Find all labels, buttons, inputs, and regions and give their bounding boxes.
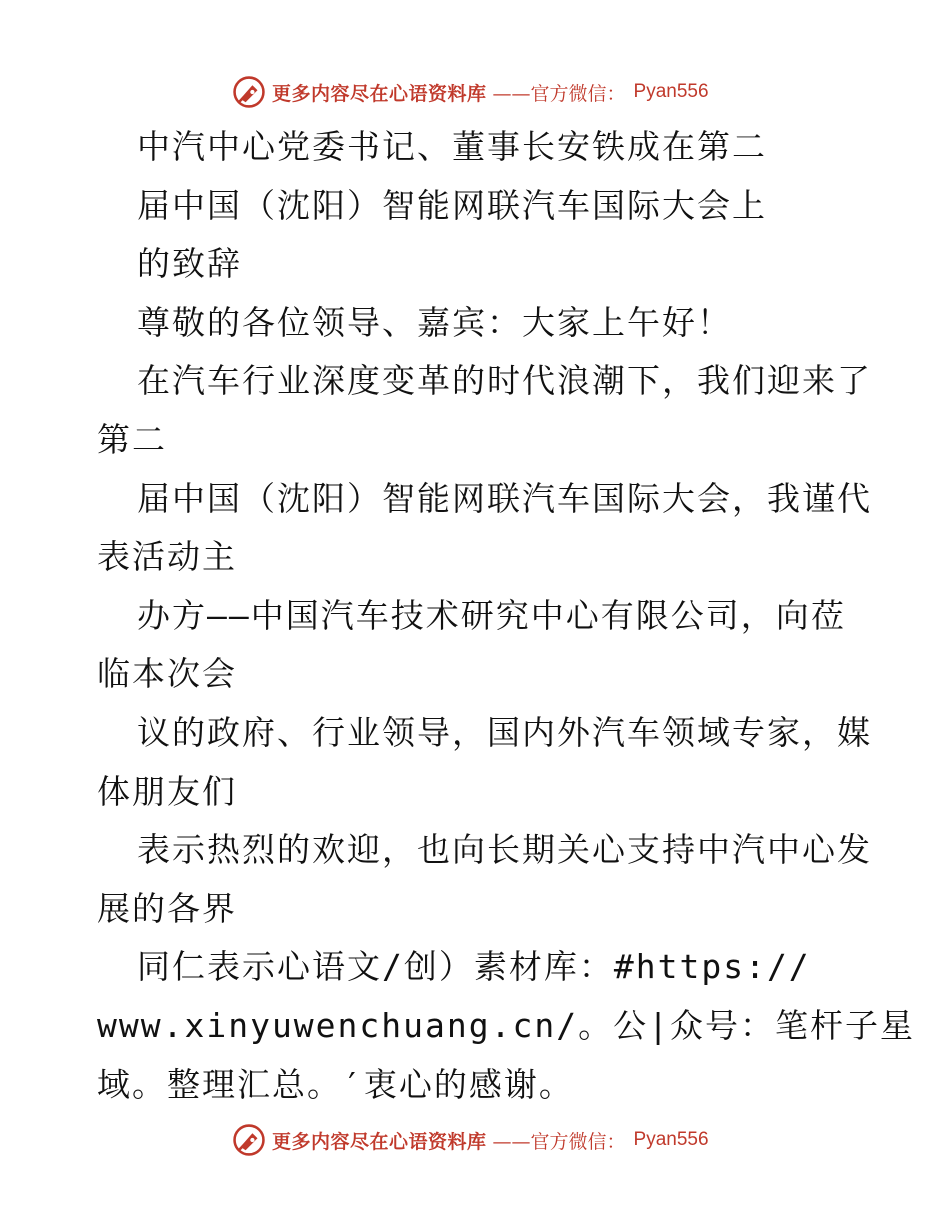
text-line: 在汽车行业深度变革的时代浪潮下，我们迎来了 [137, 361, 872, 401]
text-line: 第二 [97, 419, 167, 459]
text-line: 议的政府、行业领导，国内外汽车领域专家，媒 [137, 712, 872, 752]
text-line: 办方——中国汽车技术研究中心有限公司，向莅 [137, 595, 846, 635]
document-body [97, 118, 915, 1114]
pen-nib-logo-icon [232, 75, 266, 109]
text-line: 同仁表示心语文/创）素材库：#https:// [137, 947, 811, 987]
text-line: 域。整理汇总。′衷心的感谢。 [97, 1064, 574, 1104]
banner-subtitle: ——官方微信： [492, 82, 626, 105]
banner-wechat-id: Pyan556 [633, 81, 709, 102]
banner-title: 更多内容尽在心语资料库 [272, 1130, 487, 1153]
pen-nib-logo-icon [232, 1123, 266, 1157]
text-line: www.xinyuwenchuang.cn/。公|众号：笔杆子星 [97, 1005, 915, 1045]
text-line: 临本次会 [97, 654, 237, 694]
header-banner [232, 72, 709, 112]
text-line: 表示热烈的欢迎，也向长期关心支持中汽中心发 [137, 830, 872, 870]
text-line: 的致辞 [137, 244, 242, 284]
text-line: 表活动主 [97, 537, 237, 577]
text-line: 届中国（沈阳）智能网联汽车国际大会，我谨代 [137, 478, 872, 518]
banner-subtitle: ——官方微信： [492, 1130, 626, 1153]
text-line: 中汽中心党委书记、董事长安铁成在第二 [137, 127, 767, 166]
text-line: 尊敬的各位领导、嘉宾：大家上午好！ [137, 302, 732, 342]
text-line: 体朋友们 [97, 771, 237, 811]
text-line: 届中国（沈阳）智能网联汽车国际大会上 [137, 185, 767, 225]
banner-wechat-id: Pyan556 [633, 1129, 709, 1150]
footer-banner [232, 1120, 709, 1160]
banner-title: 更多内容尽在心语资料库 [272, 82, 487, 105]
text-line: 展的各界 [97, 888, 237, 928]
